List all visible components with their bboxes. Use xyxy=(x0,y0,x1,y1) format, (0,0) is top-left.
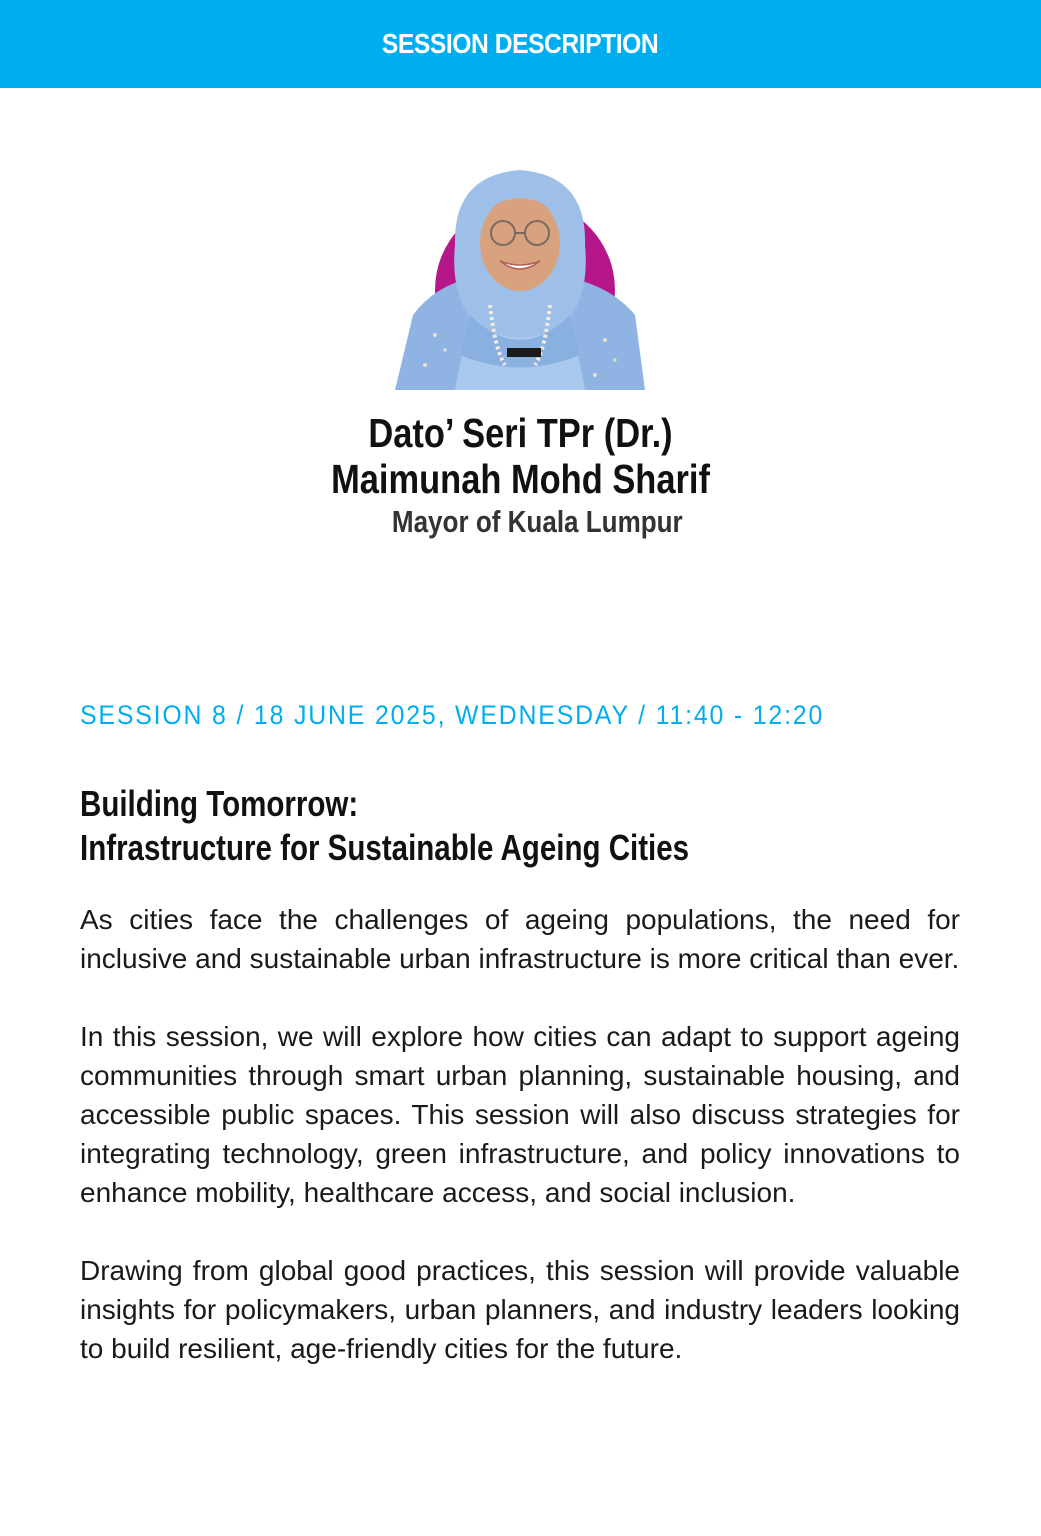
speaker-portrait xyxy=(395,165,645,390)
session-description xyxy=(80,900,960,1407)
description-paragraph: As cities face the challenges of ageing populations, the need for inclusive and sustainable urban infrastructure is more critical than ever. xyxy=(80,904,960,974)
session-title xyxy=(80,782,900,870)
header-bar xyxy=(0,0,1041,88)
name-tag xyxy=(507,348,541,357)
header-title: SESSION DESCRIPTION xyxy=(382,28,659,59)
description-paragraph: Drawing from global good practices, this session will provide valuable insights for policymakers, urban planners, and industry leaders looking to build resilient, age-friendly cities for the future. xyxy=(80,1255,960,1364)
speaker-name-line1: Dato’ Seri TPr (Dr.) xyxy=(368,410,673,456)
session-title-line1: Building Tomorrow: xyxy=(80,783,359,824)
session-meta: SESSION 8 / 18 JUNE 2025, WEDNESDAY / 11:40 - 12:20 xyxy=(80,700,825,730)
speaker-name-line2: Maimunah Mohd Sharif xyxy=(331,456,710,502)
speaker-info xyxy=(0,410,1041,540)
speaker-photo xyxy=(395,165,645,390)
description-paragraph: In this session, we will explore how cities can adapt to support ageing communities through smart urban planning, sustainable housing, and accessible public spaces. This session will also discuss strategies for integrating technology, green infrastructure, and policy innovations to enhance mobility, healthcare access, and social inclusion. xyxy=(80,1021,960,1208)
speaker-role: Mayor of Kuala Lumpur xyxy=(391,504,683,539)
session-title-line2: Infrastructure for Sustainable Ageing Cities xyxy=(80,827,690,868)
